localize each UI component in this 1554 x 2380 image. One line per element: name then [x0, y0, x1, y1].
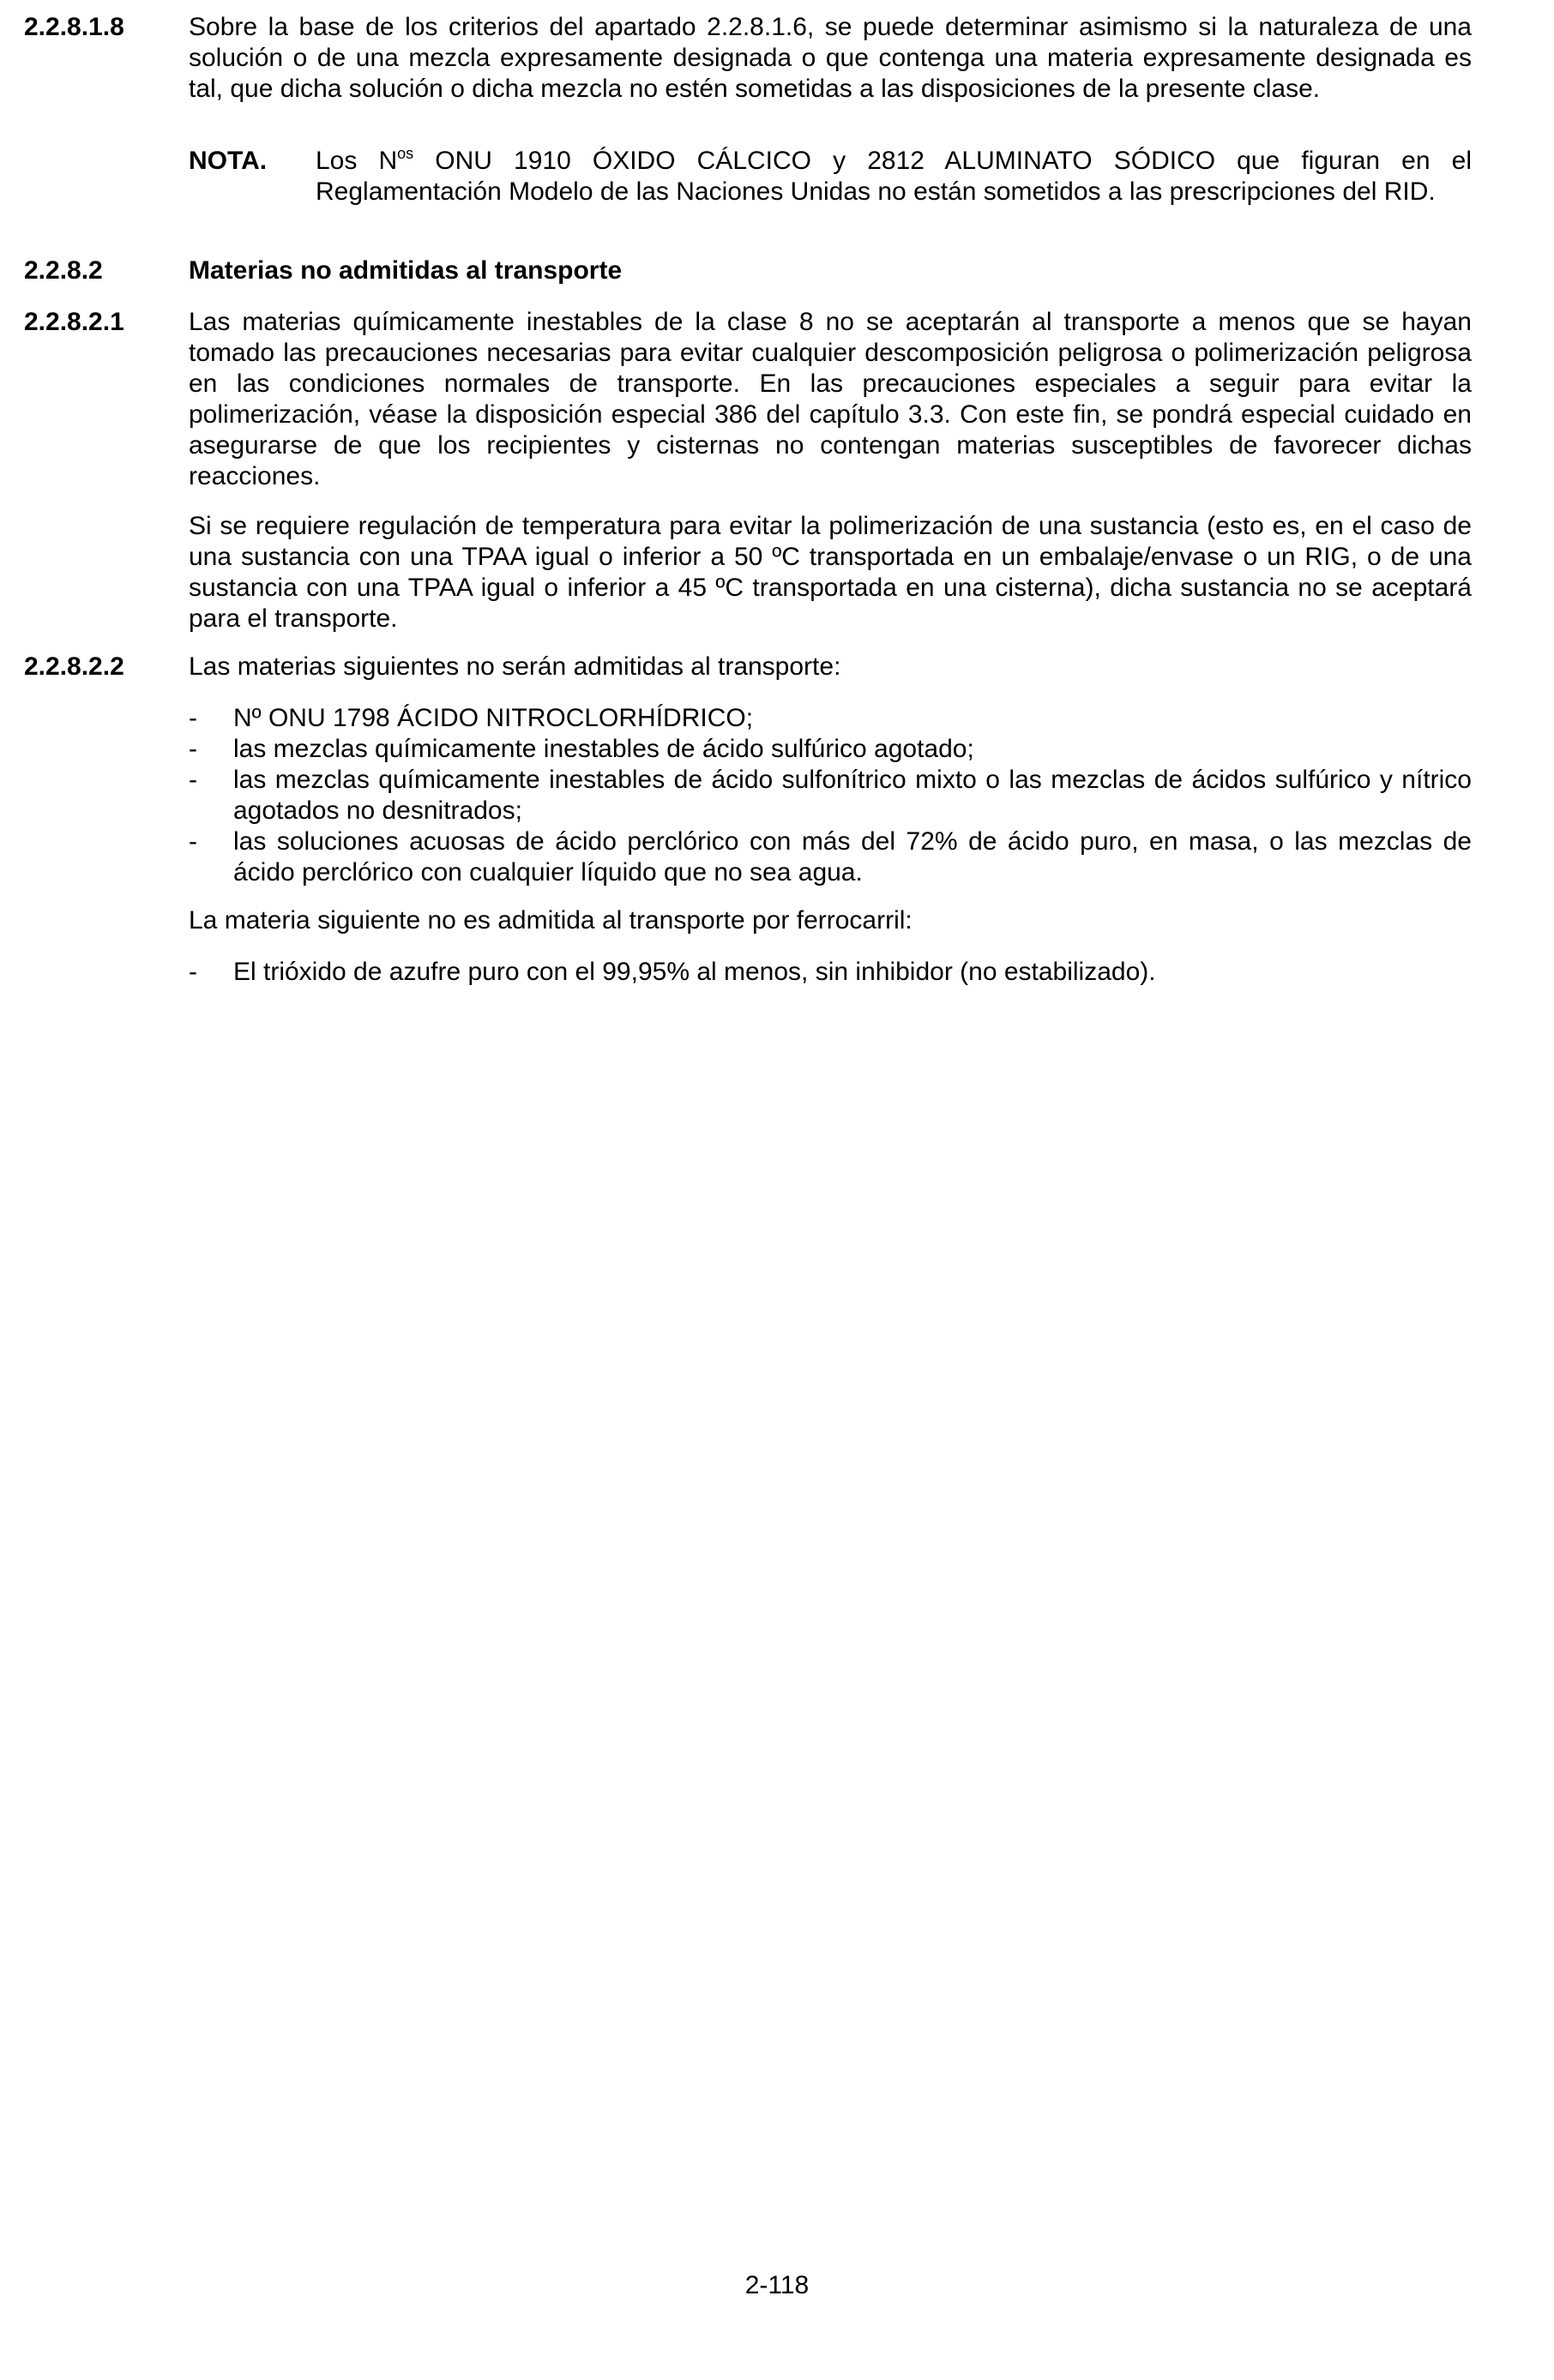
dash-list — [189, 703, 1472, 888]
page-number: 2-118 — [744, 2271, 810, 2299]
section-number: 2.2.8.2 — [24, 256, 103, 285]
note-text: Los $N^{os}$ ONU 1910 ÓXIDO CÁLCICO y 2812 ALUMINATO SÓDICO que figuran en el Reglamentación Modelo de las Naciones Unidas no están sometidos a las prescripciones del RID. — [316, 145, 1472, 206]
list-item: - las mezclas químicamente inestables de ácido sulfúrico agotado; — [189, 735, 974, 763]
list-item: - las soluciones acuosas de ácido perclórico con más del 72% de ácido puro, en masa, o las mezclas de ácido perclórico con cualquier líquido que no sea agua. — [189, 827, 1472, 886]
list-item: - Nº ONU 1798 ÁCIDO NITROCLORHÍDRICO; — [189, 704, 754, 732]
section-number: 2.2.8.2.2 — [24, 652, 124, 681]
list-item: - las mezclas químicamente inestables de ácido sulfonítrico mixto o las mezclas de ácidos sulfúrico y nítrico agotados no desnitrados; — [189, 766, 1472, 825]
section-title: Materias no admitidas al transporte — [189, 256, 623, 285]
section-number: 2.2.8.2.1 — [24, 308, 124, 336]
paragraph-text: La materia siguiente no es admitida al transporte por ferrocarril: — [189, 906, 913, 935]
note-label: NOTA. — [189, 147, 268, 175]
paragraph-text: Si se requiere regulación de temperatura para evitar la polimerización de una sustancia (esto es, en el caso de una sustancia con una TPAA igual o inferior a 50 ºC transportada en un embalaje/envase o un RIG, o de una sustancia con una TPAA igual o inferior a 45 ºC transportada en una cisterna), dicha sustancia no se aceptará para el transporte. — [189, 512, 1472, 633]
paragraph-text: Sobre la base de los criterios del apartado 2.2.8.1.6, se puede determinar asimismo si la naturaleza de una solución o de una mezcla expresamente designada o que contenga una materia expresamente designada es tal, que dicha solución o dicha mezcla no estén sometidas a las disposiciones de la presente clase. — [189, 13, 1472, 103]
list-item: - El trióxido de azufre puro con el 99,95% al menos, sin inhibidor (no estabilizado). — [189, 958, 1156, 986]
section-number: 2.2.8.1.8 — [24, 13, 124, 41]
paragraph-text: Las materias siguientes no serán admitidas al transporte: — [189, 652, 841, 681]
dash-list — [189, 957, 1472, 988]
paragraph-text: Las materias químicamente inestables de la clase 8 no se aceptarán al transporte a menos que se hayan tomado las precauciones necesarias para evitar cualquier descomposición peligrosa o polimerización peligrosa en las condiciones normales de transporte. En las precauciones especiales a seguir para evitar la polimerización, véase la disposición especial 386 del capítulo 3.3. Con este fin, se pondrá especial cuidado en asegurarse de que los recipientes y cisternas no contengan materias susceptibles de favorecer dichas reacciones. — [189, 308, 1472, 490]
